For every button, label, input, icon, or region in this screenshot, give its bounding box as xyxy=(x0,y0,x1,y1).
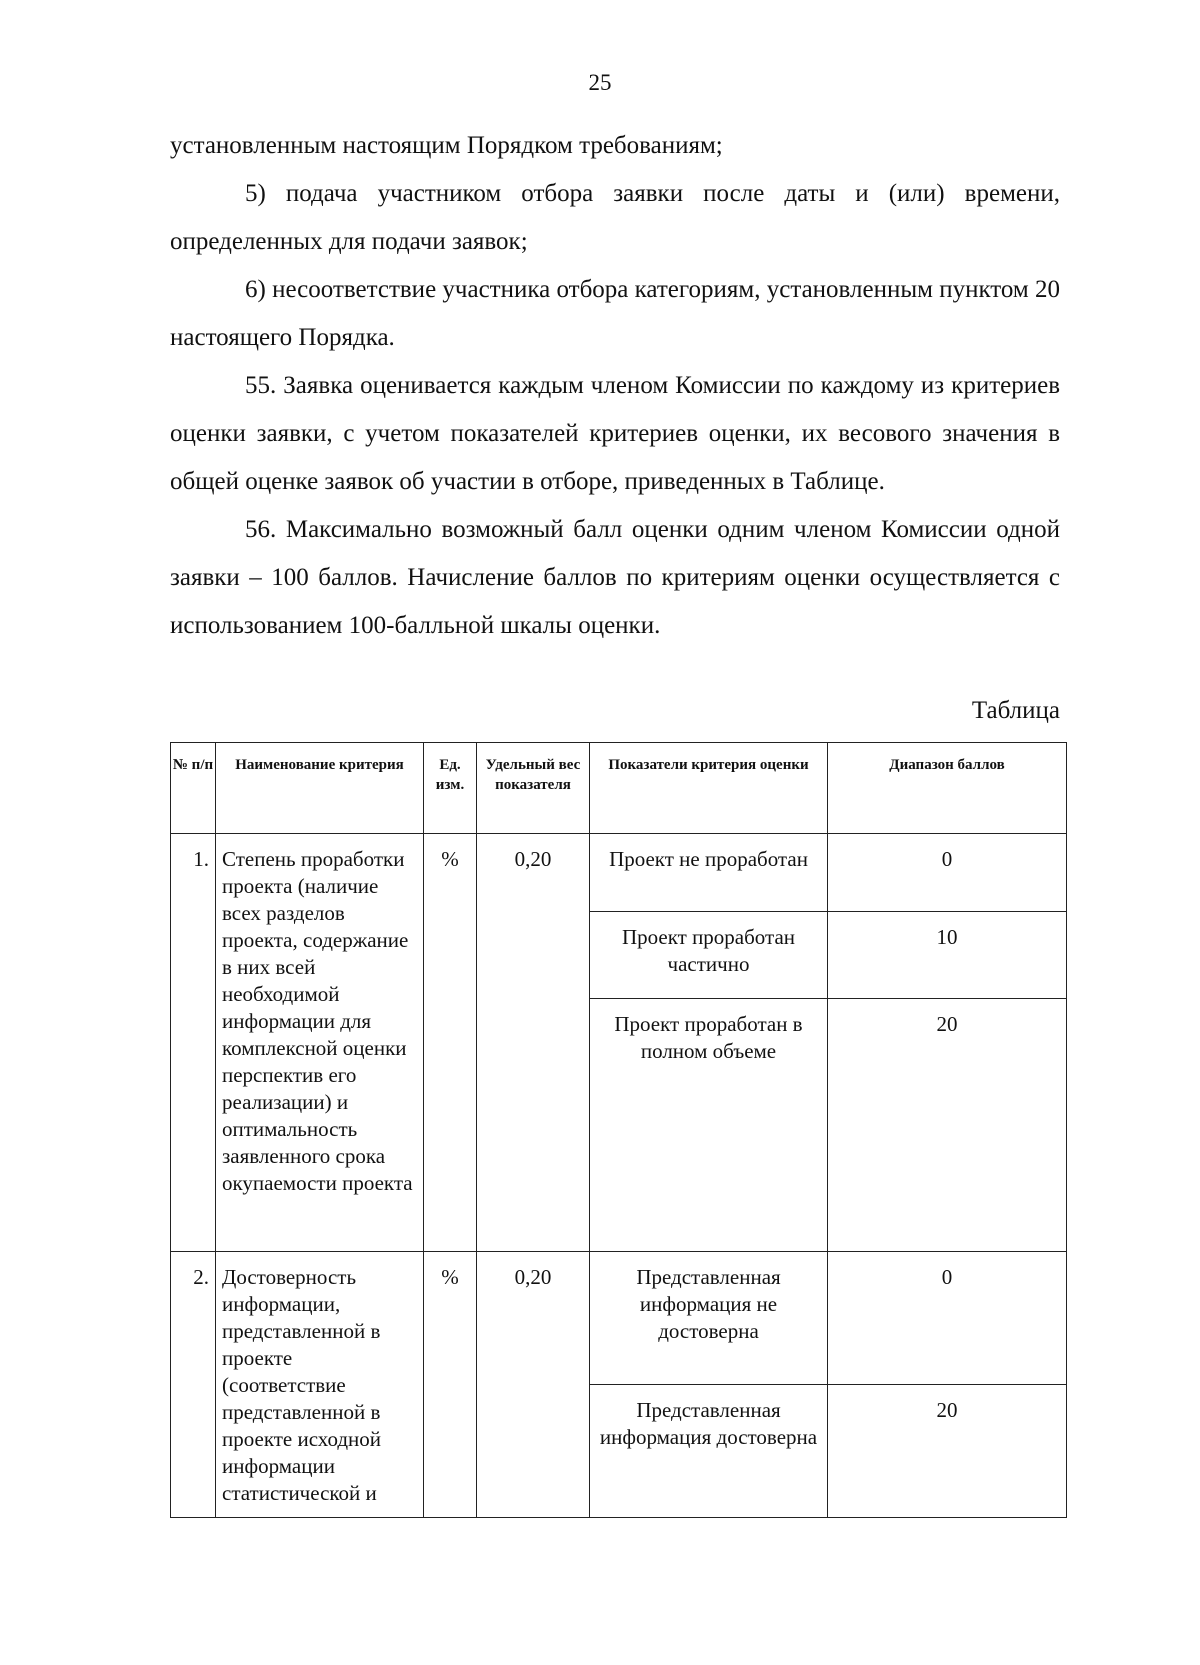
header-indicators: Показатели критерия оценки xyxy=(590,743,828,834)
table-row xyxy=(171,834,1067,912)
criteria-table xyxy=(170,742,1067,1518)
indicator-label: Представленная информация достоверна xyxy=(590,1385,828,1518)
indicator-score: 0 xyxy=(828,834,1067,912)
page-number: 25 xyxy=(588,70,612,95)
paragraph-56: 56. Максимально возможный балл оценки одним членом Комиссии одной заявки – 100 баллов. Начисление баллов по критериям оценки осуществляется с использованием 100-балльной шкалы оценки. xyxy=(170,516,1060,639)
indicator-score: 10 xyxy=(828,912,1067,999)
header-name: Наименование критерия xyxy=(216,743,424,834)
indicator-label: Проект не проработан xyxy=(590,834,828,912)
table-row xyxy=(171,1252,1067,1385)
criterion-weight: 0,20 xyxy=(477,1252,590,1518)
row-num: 2. xyxy=(171,1252,216,1518)
paragraph-continuation: установленным настоящим Порядком требованиям; xyxy=(170,132,723,159)
header-range: Диапазон баллов xyxy=(828,743,1067,834)
criterion-unit: % xyxy=(424,1252,477,1518)
indicator-label: Проект проработан в полном объеме xyxy=(590,999,828,1252)
paragraph-item-5: 5) подача участником отбора заявки после даты и (или) времени, определенных для подачи заявок; xyxy=(170,180,1060,255)
indicator-score: 0 xyxy=(828,1252,1067,1385)
criterion-weight: 0,20 xyxy=(477,834,590,1252)
indicator-score: 20 xyxy=(828,999,1067,1252)
header-unit: Ед. изм. xyxy=(424,743,477,834)
criterion-name: Достоверность информации, представленной в проекте (соответствие представленной в проекте исходной информации статистической и xyxy=(216,1252,424,1518)
indicator-label: Проект проработан частично xyxy=(590,912,828,999)
criterion-unit: % xyxy=(424,834,477,1252)
indicator-score: 20 xyxy=(828,1385,1067,1518)
table-caption: Таблица xyxy=(971,697,1060,724)
header-weight: Удельный вес показателя xyxy=(477,743,590,834)
table-header-row xyxy=(171,743,1067,834)
body-text xyxy=(170,122,1060,650)
paragraph-item-6: 6) несоответствие участника отбора категориям, установленным пунктом 20 настоящего Порядка. xyxy=(170,276,1060,351)
indicator-label: Представленная информация не достоверна xyxy=(590,1252,828,1385)
header-num: № п/п xyxy=(171,743,216,834)
criterion-name: Степень проработки проекта (наличие всех разделов проекта, содержание в них всей необходимой информации для комплексной оценки перспектив его реализации) и оптимальность заявленного срока окупаемости проекта xyxy=(216,834,424,1252)
row-num: 1. xyxy=(171,834,216,1252)
paragraph-55: 55. Заявка оценивается каждым членом Комиссии по каждому из критериев оценки заявки, с учетом показателей критериев оценки, их весового значения в общей оценке заявок об участии в отборе, приведенных в Таблице. xyxy=(170,372,1060,495)
